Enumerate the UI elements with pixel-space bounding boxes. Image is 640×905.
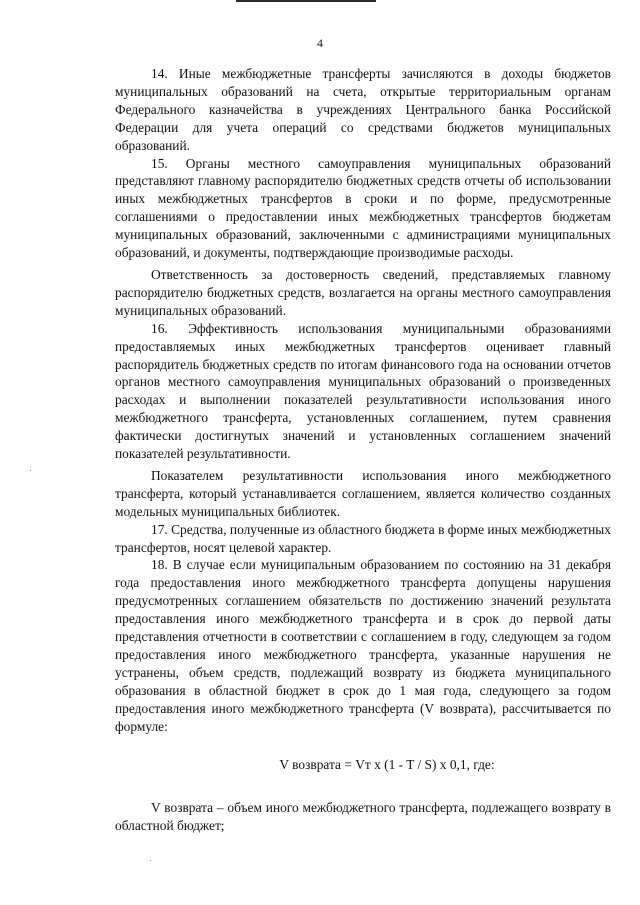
scan-speck [150, 860, 151, 861]
scan-speck [30, 470, 31, 471]
paragraph-15-responsibility: Ответственность за достоверность сведений, представляемых главному распорядителю бюджетных средств, возлагается на органы местного самоуправления муниципальных образований. [115, 266, 611, 318]
formula-line: V возврата = Vт x (1 - T / S) x 0,1, где: [279, 756, 495, 772]
paragraph-16: 16. Эффективность использования муниципальными образованиями предоставляемых иных межбюджетных трансфертов оценивает главный распорядитель бюджетных средств по итогам финансового года на основании отчетов органов местного самоуправления муниципальных образований о произведенных расходах и выполнении показателей результативности использования иного межбюджетного трансферта, установленных соглашением, путем сравнения фактически достигнутых значений и установленных соглашением значений показателей результативности. [115, 320, 611, 462]
paragraph-17: 17. Средства, полученные из областного бюджета в форме иных межбюджетных трансфертов, носят целевой характер. [115, 521, 611, 555]
top-edge-rule [236, 0, 376, 2]
page-number: 4 [317, 36, 323, 50]
paragraph-16-indicator: Показателем результативности использования иного межбюджетного трансферта, который устанавливается соглашением, является количество созданных модельных муниципальных библиотек. [115, 467, 611, 519]
paragraph-18: 18. В случае если муниципальным образованием по состоянию на 31 декабря года предоставления иного межбюджетного трансферта допущены нарушения предусмотренных соглашением обязательств по достижению значений результата предоставления иного межбюджетного трансферта и в срок до первой даты представления отчетности в соответствии с соглашением в году, следующем за годом предоставления иного межбюджетного трансферта, указанные нарушения не устранены, объем средств, подлежащий возврату из бюджета муниципального образования в областной бюджет в срок до 1 мая года, следующего за годом предоставления иного межбюджетного трансферта (V возврата), рассчитывается по формуле: [115, 557, 611, 734]
document-body [115, 65, 611, 835]
paragraph-14: 14. Иные межбюджетные трансферты зачисляются в доходы бюджетов муниципальных образований на счета, открытые территориальным органам Федерального казначейства в учреждениях Центрального банка Российской Федерации для учета операций со средствами бюджетов муниципальных образований. [115, 66, 611, 153]
definition-v-return: V возврата – объем иного межбюджетного трансферта, подлежащего возврату в областной бюджет; [115, 800, 611, 834]
paragraph-15: 15. Органы местного самоуправления муниципальных образований представляют главному распорядителю бюджетных средств отчеты об использовании иных межбюджетных трансфертов в сроки и по форме, предусмотренные соглашениями о предоставлении иных межбюджетных трансфертов бюджетам муниципальных образований, заключенными с администрациями муниципальных образований, и документы, подтверждающие производимые расходы. [115, 155, 611, 261]
